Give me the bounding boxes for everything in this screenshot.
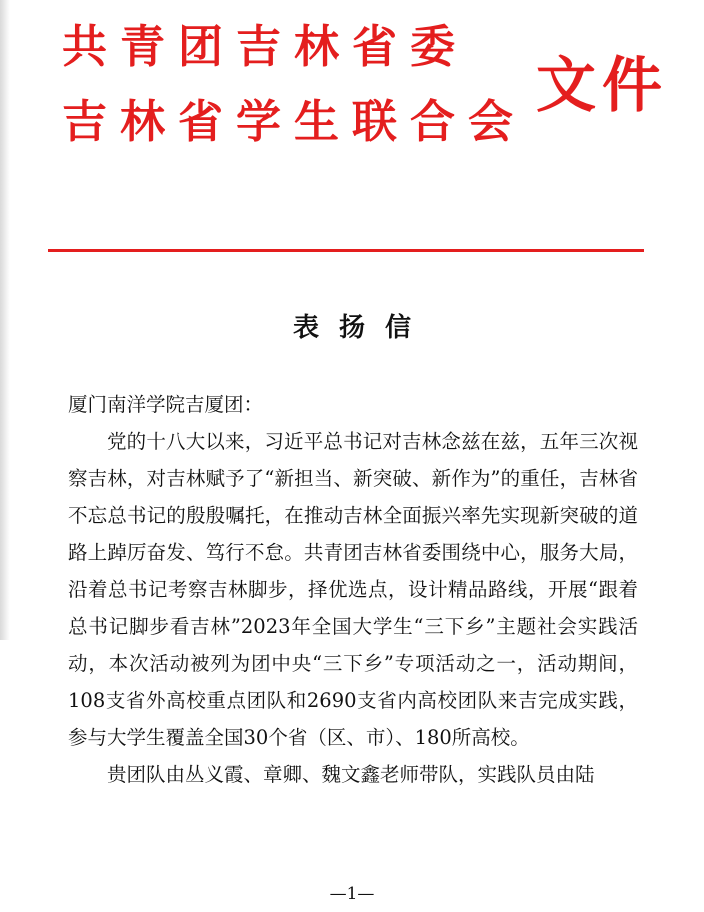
document-type-label: 文件 (536, 51, 668, 121)
document-title: 表扬信 (292, 313, 431, 343)
issuer-line-2: 吉林省学生联合会 (62, 95, 527, 148)
paragraph-2: 贵团队由丛义霞、章卿、魏文鑫老师带队，实践队员由陆 (107, 763, 595, 786)
page-number: —1— (329, 884, 375, 904)
issuer-line-1: 共青团吉林省委 (62, 20, 469, 73)
header-divider (48, 249, 644, 252)
paragraph-1: 党的十八大以来，习近平总书记对吉林念兹在兹，五年三次视察吉林，对吉林赋予了“新担当、新突破、新作为”的重任，吉林省不忘总书记的殷殷嘱托，在推动吉林全面振兴率先实现新突破的道路上踔厉奋发、笃行不怠。共青团吉林省委围绕中心，服务大局，沿着总书记考察吉林脚步，择优选点，设计精品路线，开展“跟着总书记脚步看吉林”2023年全国大学生“三下乡”主题社会实践活动，本次活动被列为团中央“三下乡”专项活动之一，活动期间，108支省外高校重点团队和2690支省内高校团队来吉完成实践，参与大学生覆盖全国30个省（区、市）、180所高校。 (68, 430, 638, 749)
salutation: 厦门南洋学院吉厦团： (68, 393, 264, 416)
document-body (68, 386, 638, 793)
